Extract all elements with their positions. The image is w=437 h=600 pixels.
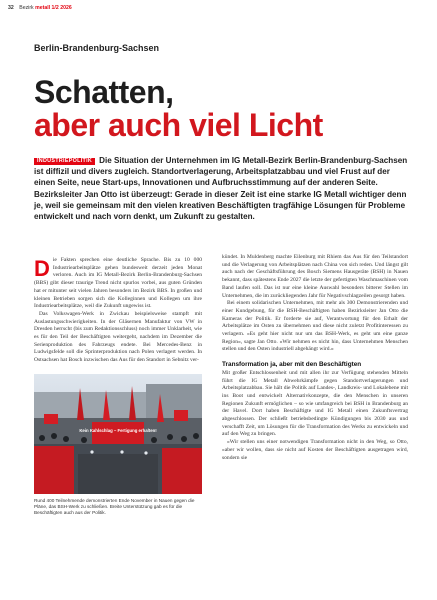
lead-text: Die Situation der Unternehmen im IG Metall-Bezirk Berlin-Brandenburg-Sachsen ist diffizil und divers zugleich. Standortverlagerung, Arbeitsplatzabbau und viel Frust auf der einen Seite, neue Start-ups, Innovationen und Aufbruchsstimmung auf der anderen Seite. Bezirksleiter Jan Otto ist überzeugt: Gerade in dieser Zeit ist eine starke IG Metall wichtiger denn je, weil sie gemeinsam mit den vielen kreativen Beschäftigten tragfähige Lösungen für Probleme entwickelt und nach vorn denkt, um Zukunft zu gestalten. xyxy=(34,156,408,222)
body-paragraph: Das Volkswagen-Werk in Zwickau beispielsweise stampft mit Auslastungsschwierigkeiten. In der Gläsernen Manufaktur von VW in Dresden herrscht (bis zum Redaktionsschluss) noch immer Unklarheit, wie es für den Teil der Beschäftigten weitergeht, nachdem im Dezember die Serienproduktion des Fahrzeugs endete. Bei Mercedes-Benz in Ludwigsfelde soll die Sprinterproduktion nach Polen verlagert werden. In Ostsachsen hat Bosch inzwischen das Aus für den Standort in Sebnitz ver- xyxy=(34,310,202,364)
body-paragraph: Bei einem solidarischen Unternehmen, mit mehr als 300 Demonstrierenden und einer Kundgebung, für die BSH-Beschäftigten haben Bezirksleiter Jan Otto die Kameras der Politik. Er forderte sie auf, Verantwortung für den Erhalt der Arbeitsplätze im Osten zu übernehmen und diese nicht zuletzt Profitinteressen zu verlagern. »Es geht hier nicht nur um das BSH-Werk, es geht um eine ganze Region«, sagte Jan Otto. »Wir nehmen es nicht hin, dass Unternehmen Menschen stellen und den Osten industriell abgehängt wird.« xyxy=(222,300,408,353)
title-line-2: aber auch viel Licht xyxy=(34,107,323,143)
protest-banner xyxy=(92,422,144,446)
section-subheading: Transformation ja, aber mit den Beschäftigten xyxy=(222,361,362,369)
drop-cap: D xyxy=(34,256,50,281)
body-paragraph: »Wir stellen uns einer notwendigen Transformation nicht in den Weg, so Otto, »aber wir wollen, dass sie nicht auf Kosten der Beschäftigten ausgetragen wird, sondern sie xyxy=(222,439,408,461)
body-column-right xyxy=(222,254,408,462)
lead-paragraph xyxy=(34,155,409,222)
magazine-section: Bezirk xyxy=(19,5,34,11)
article-title xyxy=(34,76,323,142)
photo-caption: Rund 400 Teilnehmende demonstrierten Ende November in Nauen gegen die Pläne, das BSH-Werk zu schließen. Breite Unterstützung gab es für die Beschäftigten auch aus der Politik. xyxy=(34,498,195,516)
banner-text: Kein Kahlschlag – Fertigung erhalten! xyxy=(79,428,157,433)
category-tag: INDUSTRIEPOLITIK xyxy=(34,158,95,165)
body-paragraph xyxy=(34,257,202,311)
issue-label: metall 1/2 2026 xyxy=(35,5,72,11)
demonstration-photo xyxy=(34,374,202,494)
title-line-1: Schatten, xyxy=(34,74,174,110)
body-text: ie Fakten sprechen eine deutliche Sprache. Bis zu 10 000 Industriearbeitsplätze gehen bundesweit derzeit jeden Monat verloren. Auch im IG Metall-Bezirk Berlin-Brandenburg-Sachsen (BBS) gibt dieser traurige Trend nicht spurlos vorbei, aus guten Gründen hat er mitunter seit vielen Jahren besonders im Bezirk BBS. In großen und kleinen Betrieben sorgen sich die Kolleginnen und Kollegen um ihre Industriearbeitsplätze, weil die Zukunft ungewiss ist. xyxy=(34,257,202,310)
page-number: 32 xyxy=(8,5,14,11)
region-kicker: Berlin-Brandenburg-Sachsen xyxy=(34,43,160,53)
body-paragraph: Mit großer Entschlossenheit und mit allen ihr zur Verfügung stehenden Mitteln führt die IG Metall Abwehrkämpfe gegen Standortverlagerungen und Arbeitsplatzabbau. Sie hält die Politik auf Landes-, Landkreis- und Lokalebene mit ins Boot und entwickelt Alternativkonzepte, die den Menschen in unseren Regionen Zukunft ermöglichen – so wie umfangreich bei BSH in Brandenburg an der Havel. Dort haben Beschäftigte und IG Metall einen Zukunftsvertrag abgeschlossen. Der schließt betriebsbedingte Kündigungen bis 2030 aus und verschafft Zeit, um Lösungen für die Transformation des Werks zu entwickeln und auf den Weg zu bringen. xyxy=(222,369,408,438)
photo-illustration xyxy=(34,374,202,494)
body-column-left xyxy=(34,257,202,365)
body-paragraph: kündet. In Muldenberg machte Eilenburg mit Rhiem das Aus für den Teilstandort und die Verlagerung von Arbeitsplätzen nach China von sich reden. Und längst gilt auch nach der Geschäftsführung des Bosch Siemens Hausgeräte (BSH) in Nauen bekannt, dass spätestens Ende 2027 die letzte der gefertigten Waschmaschinen vom Band laufen soll. Das ist nur eine kleine Auswahl besonders bitterer Stellen im Unternehmen, die im zurückliegenden Jahr für Negativschlagzeilen gesorgt haben. xyxy=(222,254,408,299)
page-header xyxy=(8,5,72,11)
